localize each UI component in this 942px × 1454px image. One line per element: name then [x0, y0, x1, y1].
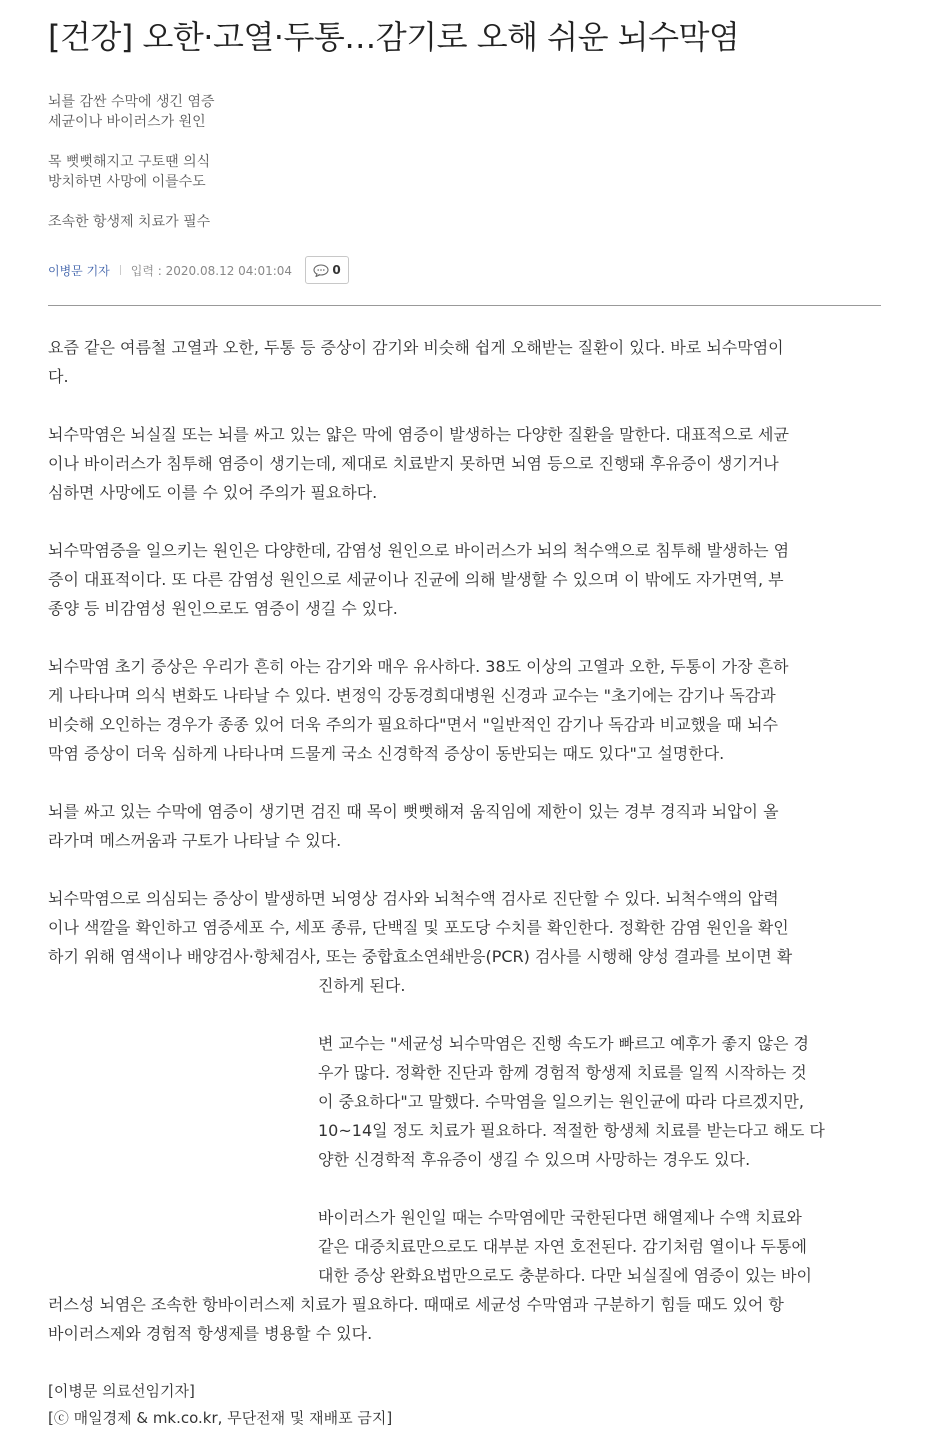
subtitle-line: 조속한 항생제 치료가 필수 — [48, 214, 211, 230]
paragraph — [48, 536, 862, 623]
body-line: 바이러스가 원인일 때는 수막염에만 국한된다면 해열제나 수액 치료와 — [318, 1208, 802, 1227]
body-line: 종양 등 비감염성 원인으로도 염증이 생길 수 있다. — [48, 599, 398, 618]
copyright-notice: [ⓒ 매일경제 & mk.co.kr, 무단전재 및 재배포 금지] — [48, 1409, 393, 1427]
author-credit: [이병문 의료선임기자] — [48, 1382, 195, 1400]
subtitle-group — [48, 212, 881, 232]
body-line: 대한 증상 완화요법만으로도 충분하다. 다만 뇌실질에 염증이 있는 바이 — [318, 1266, 812, 1285]
paragraph — [48, 1203, 862, 1348]
paragraph — [48, 333, 862, 391]
paragraph — [48, 652, 862, 768]
body-line: 이나 색깔을 확인하고 염증세포 수, 세포 종류, 단백질 및 포도당 수치를 확인한다. 정확한 감염 원인을 확인 — [48, 918, 789, 937]
comment-button[interactable] — [305, 256, 349, 284]
body-line: 라가며 메스꺼움과 구토가 나타날 수 있다. — [48, 831, 342, 850]
body-line: 하기 위해 염색이나 배양검사·항체검사, 또는 중합효소연쇄반응(PCR) 검사를 시행해 양성 결과를 보이면 확 — [48, 947, 793, 966]
article-credit — [48, 1378, 392, 1432]
header-divider — [48, 305, 881, 306]
body-line: 바이러스제와 경험적 항생제를 병용할 수 있다. — [48, 1324, 373, 1343]
subtitle-line: 방치하면 사망에 이를수도 — [48, 174, 206, 190]
body-line: 막염 증상이 더욱 심하게 나타나며 드물게 국소 신경학적 증상이 동반되는 때도 있다"고 설명한다. — [48, 744, 725, 763]
body-line: 진하게 된다. — [318, 976, 406, 995]
body-line: 10~14일 정도 치료가 필요하다. 적절한 항생체 치료를 받는다고 해도 다 — [318, 1121, 825, 1140]
subtitle-group — [48, 152, 881, 192]
body-line: 이 중요하다"고 말했다. 수막염을 일으키는 원인균에 따라 다르겠지만, — [318, 1092, 804, 1111]
body-line: 우가 많다. 정확한 진단과 함께 경험적 항생제 치료를 일찍 시작하는 것 — [318, 1063, 807, 1082]
paragraph — [48, 797, 862, 855]
body-line: 뇌를 싸고 있는 수막에 염증이 생기면 검진 때 목이 뻣뻣해져 움직임에 제한이 있는 경부 경직과 뇌압이 올 — [48, 802, 779, 821]
headline: [건강] 오한·고열·두통…감기로 오해 쉬운 뇌수막염 — [48, 18, 740, 56]
body-line: 다. — [48, 367, 69, 386]
body-line: 러스성 뇌염은 조속한 항바이러스제 치료가 필요하다. 때때로 세균성 수막염과 구분하기 힘들 때도 있어 항 — [48, 1295, 784, 1314]
article-body — [48, 333, 862, 1377]
paragraph — [48, 1029, 862, 1174]
body-line: 이나 바이러스가 침투해 염증이 생기는데, 제대로 치료받지 못하면 뇌염 등으로 진행돼 후유증이 생기거나 — [48, 454, 779, 473]
body-line: 요즘 같은 여름철 고열과 오한, 두통 등 증상이 감기와 비슷해 쉽게 오해받는 질환이 있다. 바로 뇌수막염이 — [48, 338, 784, 357]
body-line: 비슷해 오인하는 경우가 종종 있어 더욱 주의가 필요하다"면서 "일반적인 감기나 독감과 비교했을 때 뇌수 — [48, 715, 778, 734]
subtitle-line: 목 뻣뻣해지고 구토땐 의식 — [48, 154, 211, 170]
speech-bubble-icon — [313, 264, 329, 277]
article — [48, 0, 881, 1427]
subtitle-group — [48, 92, 881, 132]
byline-divider — [120, 265, 121, 275]
body-line: 뇌수막염 초기 증상은 우리가 흔히 아는 감기와 매우 유사하다. 38도 이상의 고열과 오한, 두통이 가장 흔하 — [48, 657, 789, 676]
body-line: 같은 대증치료만으로도 대부분 자연 호전된다. 감기처럼 열이나 두통에 — [318, 1237, 807, 1256]
body-line: 뇌수막염증을 일으키는 원인은 다양한데, 감염성 원인으로 바이러스가 뇌의 척수액으로 침투해 발생하는 염 — [48, 541, 790, 560]
body-line: 증이 대표적이다. 또 다른 감염성 원인으로 세균이나 진균에 의해 발생할 수 있으며 이 밖에도 자가면역, 부 — [48, 570, 784, 589]
subtitle-line: 뇌를 감싼 수막에 생긴 염증 — [48, 94, 215, 110]
body-line: 양한 신경학적 후유증이 생길 수 있으며 사망하는 경우도 있다. — [318, 1150, 751, 1169]
paragraph — [48, 884, 862, 1000]
comment-count: 0 — [332, 263, 341, 277]
byline — [48, 256, 349, 284]
subtitles — [48, 92, 881, 232]
body-line: 변 교수는 "세균성 뇌수막염은 진행 속도가 빠르고 예후가 좋지 않은 경 — [318, 1034, 809, 1053]
body-line: 심하면 사망에도 이를 수 있어 주의가 필요하다. — [48, 483, 378, 502]
reporter-link[interactable]: 이병문 기자 — [48, 263, 110, 278]
body-line: 뇌수막염으로 의심되는 증상이 발생하면 뇌영상 검사와 뇌척수액 검사로 진단할 수 있다. 뇌척수액의 압력 — [48, 889, 779, 908]
body-line: 게 나타나며 의식 변화도 나타날 수 있다. 변정익 강동경희대병원 신경과 교수는 "초기에는 감기나 독감과 — [48, 686, 776, 705]
body-line: 뇌수막염은 뇌실질 또는 뇌를 싸고 있는 얇은 막에 염증이 발생하는 다양한 질환을 말한다. 대표적으로 세균 — [48, 425, 789, 444]
paragraph — [48, 420, 862, 507]
subtitle-line: 세균이나 바이러스가 원인 — [48, 114, 206, 130]
input-timestamp: 입력 : 2020.08.12 04:01:04 — [130, 263, 293, 278]
